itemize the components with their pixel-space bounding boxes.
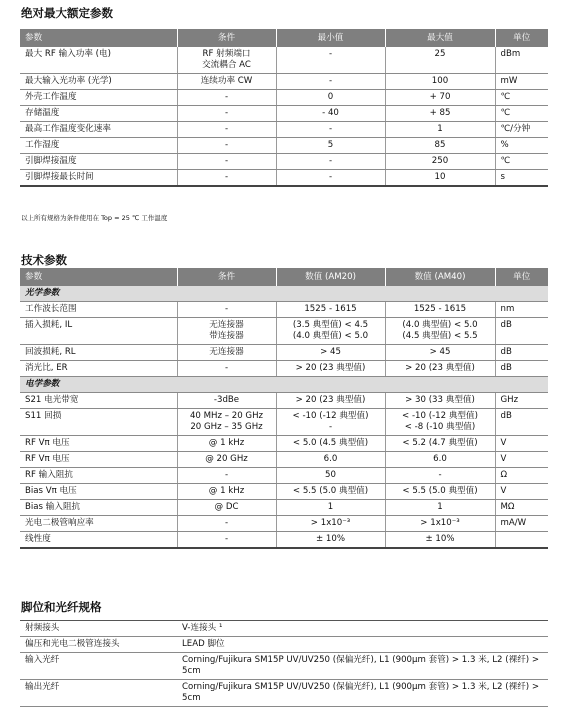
param-cell: 外壳工作温度 — [20, 90, 177, 106]
table-row — [20, 90, 548, 106]
table-row — [20, 532, 548, 549]
table-row — [20, 74, 548, 90]
condition-cell — [177, 90, 276, 106]
param-cell: 最大 RF 输入功率 (电) — [20, 47, 177, 74]
condition-cell-line: - — [224, 108, 229, 118]
max-cell: 1 — [385, 122, 495, 138]
am40-cell-line: (4.5 典型值) < 5.5 — [402, 331, 478, 341]
am40-cell-line: < 5.2 (4.7 典型值) — [402, 438, 478, 448]
header-cell: 条件 — [177, 29, 276, 47]
am40-cell-line: ± 10% — [425, 534, 455, 544]
am20-cell — [276, 468, 385, 484]
condition-cell — [177, 516, 276, 532]
am40-cell-line: > 45 — [429, 347, 451, 357]
am40-cell — [385, 468, 495, 484]
table-row — [20, 170, 548, 187]
am40-cell — [385, 393, 495, 409]
condition-cell-line: - — [224, 92, 229, 102]
min-cell: 5 — [276, 138, 385, 154]
max-cell: 250 — [385, 154, 495, 170]
condition-cell — [177, 409, 276, 436]
am20-cell-line: - — [328, 422, 333, 432]
condition-cell — [177, 318, 276, 345]
am20-cell-line: < -10 (-12 典型值) — [292, 411, 369, 421]
pin-key-cell: 输出光纤 — [20, 680, 177, 707]
param-cell: RF Vπ 电压 — [20, 436, 177, 452]
param-cell: Bias Vπ 电压 — [20, 484, 177, 500]
condition-cell-line: 无连接器 — [209, 320, 244, 330]
param-cell: RF 输入阻抗 — [20, 468, 177, 484]
pin-key-cell: 偏压和光电二极管连接头 — [20, 637, 177, 653]
condition-cell — [177, 170, 276, 187]
table-row — [20, 318, 548, 345]
am40-cell-line: 6.0 — [433, 454, 447, 464]
min-cell: - — [276, 122, 385, 138]
param-cell: 线性度 — [20, 532, 177, 549]
am20-cell — [276, 516, 385, 532]
table-row — [20, 106, 548, 122]
tech-params-table — [20, 268, 548, 549]
condition-cell-line: RF 射频端口 — [202, 49, 251, 59]
unit-cell: dB — [495, 345, 548, 361]
table-row — [20, 516, 548, 532]
param-cell: 存储温度 — [20, 106, 177, 122]
header-cell: 条件 — [177, 268, 276, 286]
unit-cell: dB — [495, 361, 548, 377]
am20-cell-line: 1525 - 1615 — [304, 304, 357, 314]
param-cell: 回波损耗, RL — [20, 345, 177, 361]
condition-cell-line: - — [224, 363, 229, 373]
table-row — [20, 302, 548, 318]
condition-cell — [177, 302, 276, 318]
pins-table — [20, 620, 548, 707]
am40-cell — [385, 318, 495, 345]
condition-cell-line: - — [224, 172, 229, 182]
max-cell: + 70 — [385, 90, 495, 106]
header-cell: 数值 (AM40) — [385, 268, 495, 286]
condition-cell — [177, 500, 276, 516]
am40-cell-line: < -8 (-10 典型值) — [404, 422, 476, 432]
pin-value-cell: LEAD 脚位 — [177, 637, 548, 653]
pin-key-cell: 输入光纤 — [20, 653, 177, 680]
param-cell: 引脚焊接最长时间 — [20, 170, 177, 187]
am20-cell-line: ± 10% — [315, 534, 346, 544]
am20-cell-line: > 45 — [320, 347, 341, 357]
am40-cell-line: > 20 (23 典型值) — [405, 363, 475, 373]
condition-cell — [177, 532, 276, 549]
condition-cell — [177, 468, 276, 484]
am40-cell-line: - — [438, 470, 442, 480]
table-row — [20, 484, 548, 500]
condition-cell-line: 交流耦合 AC — [202, 60, 251, 70]
am20-cell — [276, 500, 385, 516]
pin-value-cell: V-连接头 ¹ — [177, 621, 548, 637]
unit-cell: nm — [495, 302, 548, 318]
unit-cell: % — [495, 138, 548, 154]
am20-cell-line: (4.0 典型值) < 5.0 — [292, 331, 369, 341]
am40-cell — [385, 500, 495, 516]
unit-cell: ℃ — [495, 90, 548, 106]
table-row — [20, 468, 548, 484]
tech-params-title: 技术参数 — [21, 253, 67, 267]
table-row — [20, 436, 548, 452]
unit-cell: ℃ — [495, 154, 548, 170]
unit-cell: ℃/分钟 — [495, 122, 548, 138]
table-row — [20, 361, 548, 377]
table-row — [20, 637, 548, 653]
param-cell: S11 回损 — [20, 409, 177, 436]
condition-cell-line: - — [224, 518, 229, 528]
min-cell: - — [276, 170, 385, 187]
header-cell: 最小值 — [276, 29, 385, 47]
group-optical-label: 光学参数 — [20, 286, 548, 302]
table-row — [20, 138, 548, 154]
am40-cell — [385, 532, 495, 549]
param-cell: Bias 输入阻抗 — [20, 500, 177, 516]
condition-cell — [177, 484, 276, 500]
min-cell: 0 — [276, 90, 385, 106]
unit-cell: GHz — [495, 393, 548, 409]
am40-cell — [385, 361, 495, 377]
min-cell: - — [276, 74, 385, 90]
condition-cell — [177, 47, 276, 74]
pin-value-cell: Corning/Fujikura SM15P UV/UV250 (保偏光纤), L1 (900µm 套管) > 1.3 米, L2 (裸纤) > 5cm — [177, 680, 548, 707]
min-cell: - — [276, 47, 385, 74]
param-cell: S21 电光带宽 — [20, 393, 177, 409]
header-cell: 单位 — [495, 29, 548, 47]
condition-cell-line: @ 1 kHz — [208, 486, 245, 496]
table-row — [20, 345, 548, 361]
am40-cell-line: < 5.5 (5.0 典型值) — [402, 486, 478, 496]
condition-cell-line: - — [224, 156, 229, 166]
unit-cell: Ω — [495, 468, 548, 484]
am20-cell-line: < 5.5 (5.0 典型值) — [292, 486, 369, 496]
am40-cell — [385, 409, 495, 436]
pin-key-cell: 射频接头 — [20, 621, 177, 637]
max-cell: + 85 — [385, 106, 495, 122]
unit-cell: MΩ — [495, 500, 548, 516]
am20-cell — [276, 409, 385, 436]
condition-cell — [177, 361, 276, 377]
unit-cell: mA/W — [495, 516, 548, 532]
am20-cell-line: (3.5 典型值) < 4.5 — [292, 320, 369, 330]
condition-cell — [177, 106, 276, 122]
am20-cell — [276, 393, 385, 409]
unit-cell: s — [495, 170, 548, 187]
unit-cell: ℃ — [495, 106, 548, 122]
abs-ratings-title: 绝对最大额定参数 — [21, 6, 113, 20]
condition-cell — [177, 74, 276, 90]
am40-cell — [385, 516, 495, 532]
table-row — [20, 409, 548, 436]
unit-cell: mW — [495, 74, 548, 90]
am20-cell-line: 6.0 — [323, 454, 338, 464]
am20-cell — [276, 452, 385, 468]
condition-cell-line: 连续功率 CW — [200, 76, 253, 86]
condition-cell — [177, 393, 276, 409]
condition-cell-line: - — [224, 304, 229, 314]
am20-cell-line: > 20 (23 典型值) — [295, 395, 366, 405]
unit-cell: dB — [495, 318, 548, 345]
max-cell: 100 — [385, 74, 495, 90]
table-row — [20, 122, 548, 138]
am20-cell — [276, 532, 385, 549]
am20-cell — [276, 302, 385, 318]
param-cell: 消光比, ER — [20, 361, 177, 377]
table-row — [20, 154, 548, 170]
unit-cell: dB — [495, 409, 548, 436]
table-row — [20, 47, 548, 74]
table-row — [20, 621, 548, 637]
table-row — [20, 653, 548, 680]
param-cell: 最高工作温度变化速率 — [20, 122, 177, 138]
param-cell: 工作波长范围 — [20, 302, 177, 318]
header-cell: 最大值 — [385, 29, 495, 47]
pins-title: 脚位和光纤规格 — [21, 600, 102, 614]
am40-cell — [385, 436, 495, 452]
table-row — [20, 500, 548, 516]
condition-cell-line: @ DC — [214, 502, 239, 512]
am40-cell — [385, 302, 495, 318]
pin-value-cell: Corning/Fujikura SM15P UV/UV250 (保偏光纤), L1 (900µm 套管) > 1.3 米, L2 (裸纤) > 5cm — [177, 653, 548, 680]
max-cell: 10 — [385, 170, 495, 187]
condition-cell-line: 无连接器 — [209, 347, 244, 357]
condition-cell — [177, 122, 276, 138]
am20-cell-line: < 5.0 (4.5 典型值) — [292, 438, 369, 448]
am20-cell — [276, 318, 385, 345]
header-cell: 参数 — [20, 268, 177, 286]
unit-cell: V — [495, 484, 548, 500]
condition-cell — [177, 138, 276, 154]
max-cell: 25 — [385, 47, 495, 74]
condition-cell — [177, 345, 276, 361]
group-optical — [20, 286, 548, 302]
header-cell: 单位 — [495, 268, 548, 286]
condition-cell-line: 带连接器 — [209, 331, 244, 341]
table-row — [20, 452, 548, 468]
am40-cell-line: 1525 - 1615 — [413, 304, 467, 314]
abs-ratings-table — [20, 29, 548, 187]
unit-cell: V — [495, 452, 548, 468]
am20-cell-line: > 20 (23 典型值) — [295, 363, 366, 373]
param-cell: 光电二极管响应率 — [20, 516, 177, 532]
min-cell: - 40 — [276, 106, 385, 122]
param-cell: 引脚焊接温度 — [20, 154, 177, 170]
am20-cell-line: 1 — [327, 502, 334, 512]
condition-cell — [177, 154, 276, 170]
am40-cell — [385, 452, 495, 468]
condition-cell — [177, 452, 276, 468]
group-electrical — [20, 377, 548, 393]
am40-cell — [385, 484, 495, 500]
condition-cell-line: @ 20 GHz — [205, 454, 248, 464]
am20-cell-line: 50 — [325, 470, 336, 480]
unit-cell — [495, 532, 548, 549]
condition-cell-line: - — [224, 470, 229, 480]
header-cell: 数值 (AM20) — [276, 268, 385, 286]
min-cell: - — [276, 154, 385, 170]
am20-cell-line: > 1x10⁻³ — [310, 518, 351, 528]
am20-cell — [276, 345, 385, 361]
condition-cell-line: - — [224, 534, 229, 544]
param-cell: 工作湿度 — [20, 138, 177, 154]
am20-cell — [276, 484, 385, 500]
condition-cell-line: 20 GHz – 35 GHz — [190, 422, 263, 432]
max-cell: 85 — [385, 138, 495, 154]
am40-cell-line: (4.0 典型值) < 5.0 — [402, 320, 478, 330]
header-cell: 参数 — [20, 29, 177, 47]
am40-cell-line: > 30 (33 典型值) — [405, 395, 475, 405]
condition-cell-line: @ 1 kHz — [208, 438, 245, 448]
am20-cell — [276, 361, 385, 377]
am20-cell — [276, 436, 385, 452]
param-cell: RF Vπ 电压 — [20, 452, 177, 468]
am40-cell-line: > 1x10⁻³ — [420, 518, 460, 528]
param-cell: 插入损耗, IL — [20, 318, 177, 345]
unit-cell: dBm — [495, 47, 548, 74]
condition-cell-line: -3dBe — [213, 395, 240, 405]
am40-cell — [385, 345, 495, 361]
condition-cell-line: - — [224, 140, 229, 150]
unit-cell: V — [495, 436, 548, 452]
am40-cell-line: 1 — [437, 502, 443, 512]
condition-cell — [177, 436, 276, 452]
table-row — [20, 393, 548, 409]
am40-cell-line: < -10 (-12 典型值) — [402, 411, 478, 421]
param-cell: 最大输入光功率 (光学) — [20, 74, 177, 90]
group-electrical-label: 电学参数 — [20, 377, 548, 393]
abs-note: 以上所有规格为条件使用在 Top = 25 ℃ 工作温度 — [21, 214, 168, 222]
condition-cell-line: - — [224, 124, 229, 134]
condition-cell-line: 40 MHz – 20 GHz — [189, 411, 264, 421]
table-row — [20, 680, 548, 707]
